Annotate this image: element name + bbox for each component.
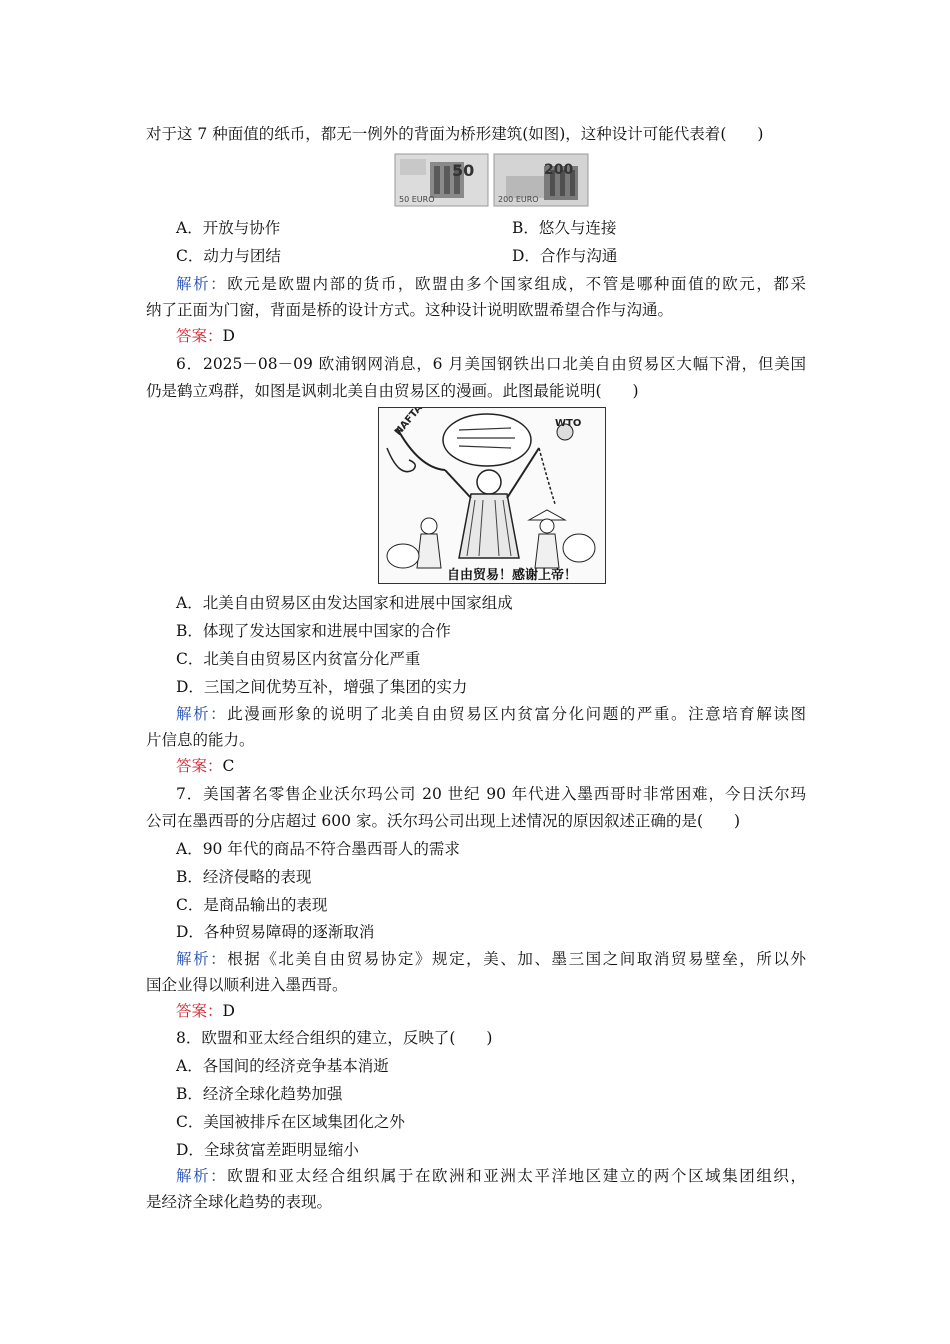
q7-option-a: A．90 年代的商品不符合墨西哥人的需求 [176,840,460,858]
q8-option-b: B．经济全球化趋势加强 [176,1085,343,1103]
q6-option-b: B．体现了发达国家和进展中国家的合作 [176,622,451,640]
q7-option-c: C．是商品输出的表现 [176,896,328,914]
q6-analysis-line2: 片信息的能力。 [146,731,255,749]
q8-option-d: D．全球贫富差距明显缩小 [176,1141,359,1159]
q5-analysis-line2: 纳了正面为门窗，背面是桥的设计方式。这种设计说明欧盟希望合作与沟通。 [146,301,674,319]
answer-label: 答案： [176,1002,223,1020]
q7-answer: 答案：D [176,1002,235,1020]
q5-option-c: C．动力与团结 [176,247,281,265]
q8-analysis-line1: 解析：欧盟和亚太经合组织属于在欧洲和亚洲太平洋地区建立的两个区域集团组织， [176,1167,806,1185]
q6-option-c: C．北美自由贸易区内贫富分化严重 [176,650,421,668]
q7-analysis-line2: 国企业得以顺利进入墨西哥。 [146,976,348,994]
q5-option-a: A．开放与协作 [176,219,281,237]
q8-stem: 8．欧盟和亚太经合组织的建立，反映了( ) [176,1029,493,1047]
q6-option-a: A．北美自由贸易区由发达国家和进展中国家组成 [176,594,513,612]
svg-text:WTO: WTO [555,418,582,429]
analysis-label: 解析： [176,275,228,293]
q5-stem: 对于这 7 种面值的纸币，都无一例外的背面为桥形建筑(如图)，这种设计可能代表着( ) [146,125,764,143]
q5-answer: 答案：D [176,327,235,345]
q7-stem-line2: 公司在墨西哥的分店超过 600 家。沃尔玛公司出现上述情况的原因叙述正确的是( ) [146,812,741,830]
q6-stem-line2: 仍是鹤立鸡群，如图是讽刺北美自由贸易区的漫画。此图最能说明( ) [146,382,639,400]
cartoon-drawing [379,408,605,583]
q7-stem-line1: 7．美国著名零售企业沃尔玛公司 20 世纪 90 年代进入墨西哥时非常困难，今日沃尔玛 [176,785,806,803]
q6-option-d: D．三国之间优势互补，增强了集团的实力 [176,678,468,696]
q5-option-d: D．合作与沟通 [512,247,618,265]
q6-analysis-line1: 解析：此漫画形象的说明了北美自由贸易区内贫富分化问题的严重。注意培育解读图 [176,705,806,723]
analysis-label: 解析： [176,705,228,723]
euro-banknotes-image [394,152,590,208]
q6-stem-line1: 6．2025－08－09 欧浦钢网消息，6 月美国钢铁出口北美自由贸易区大幅下滑，但美国 [176,355,806,373]
q5-analysis-line1: 解析：欧元是欧盟内部的货币，欧盟由多个国家组成，不管是哪种面值的欧元，都采 [176,275,806,293]
q7-analysis-line1: 解析：根据《北美自由贸易协定》规定，美、加、墨三国之间取消贸易壁垒，所以外 [176,950,806,968]
q8-analysis-line2: 是经济全球化趋势的表现。 [146,1193,333,1211]
svg-text:200 EURO: 200 EURO [498,195,539,204]
note-200-value: 200 [544,162,574,178]
euro-200-note [494,154,588,206]
q5-option-b: B．悠久与连接 [512,219,617,237]
analysis-label: 解析： [176,1167,228,1185]
svg-text:NAFTA: NAFTA [392,408,425,438]
q6-answer: 答案：C [176,757,235,775]
q8-option-a: A．各国间的经济竞争基本消逝 [176,1057,389,1075]
q7-option-b: B．经济侵略的表现 [176,868,312,886]
euro-50-note [395,154,488,206]
answer-label: 答案： [176,327,223,345]
svg-text:50 EURO: 50 EURO [399,195,435,204]
cartoon-caption: 自由贸易！感谢上帝！ [447,568,578,583]
q7-option-d: D．各种贸易障碍的逐渐取消 [176,923,375,941]
analysis-label: 解析： [176,950,228,968]
note-50-value: 50 [452,161,475,180]
answer-label: 答案： [176,757,223,775]
nafta-cartoon-image [378,407,606,584]
q8-option-c: C．美国被排斥在区域集团化之外 [176,1113,405,1131]
